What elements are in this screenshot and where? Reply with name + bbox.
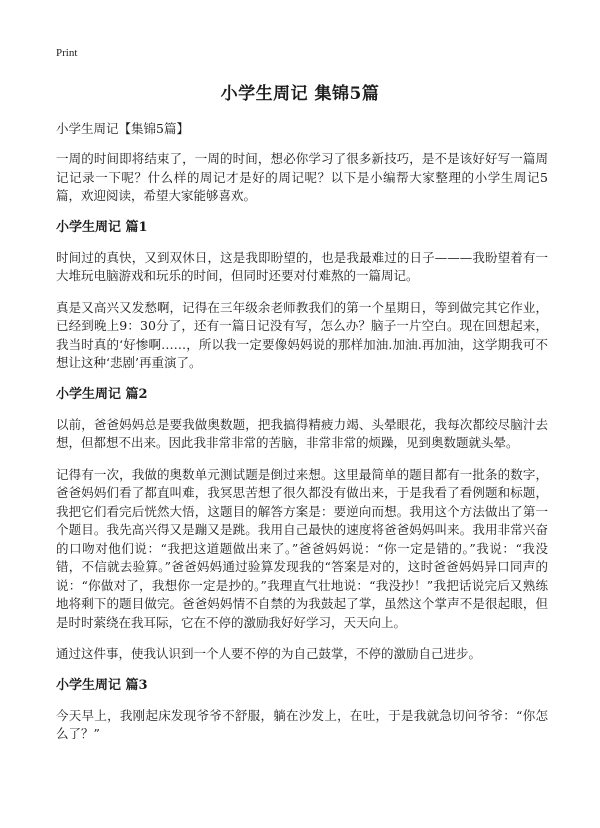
section-heading: 小学生周记 篇1 xyxy=(56,219,148,235)
paragraph: 今天早上，我刚起床发现爷爷不舒服，躺在沙发上，在吐，于是我就急切问爷爷：“你怎么了？” xyxy=(56,707,548,741)
section-heading: 小学生周记 篇3 xyxy=(56,677,148,693)
paragraph: 真是又高兴又发愁啊，记得在三年级余老师教我们的第一个星期日，等到做完其它作业，已经到晚上9：30分了，还有一篇日记没有写，怎么办？脑子一片空白。现在回想起来，我当时真的‘好惨啊……，所以我一定要像妈妈说的那样加油.加油.再加油，这学期我可不想让这种‘悲剧’再重演了。 xyxy=(56,299,548,370)
page-title: 小学生周记 集锦5篇 xyxy=(220,84,380,104)
paragraph: 记得有一次，我做的奥数单元测试题是倒过来想。这里最简单的题目都有一批条的数字，爸爸妈妈们看了都直叫难，我冥思苦想了很久都没有做出来，于是我看了看例题和标题，我把它们看完后恍然大悟，这题目的解答方案是：要逆向而想。我用这个方法做出了第一个题目。我先高兴得又是蹦又是跳。我用自己最快的速度将爸爸妈妈叫来。我用非常兴奋的口吻对他们说：“我把这道题做出来了。”爸爸妈妈说：“你一定是错的。”我说：“我没错，不信就去验算。”爸爸妈妈通过验算发现我的“答案是对的，这时爸爸妈妈异口同声的说：“你做对了，我想你一定是抄的。”我理直气壮地说：“我没抄！”我把话说完后又熟练地将剩下的题目做完。爸爸妈妈情不自禁的为我鼓起了掌，虽然这个掌声不是很起眼，但是时时萦绕在我耳际，它在不停的激励我好好学习，天天向上。 xyxy=(56,466,548,630)
intro-paragraph: 一周的时间即将结束了，一周的时间，想必你学习了很多新技巧，是不是该好好写一篇周记记录一下呢？什么样的周记才是好的周记呢？以下是小编帮大家整理的小学生周记5篇，欢迎阅读，希望大家能够喜欢。 xyxy=(56,151,548,203)
print-link[interactable]: Print xyxy=(56,47,78,59)
paragraph: 通过这件事，使我认识到一个人要不停的为自己鼓掌，不停的激励自己进步。 xyxy=(56,646,482,661)
paragraph: 时间过的真快，又到双休日，这是我即盼望的，也是我最难过的日子———我盼望着有一大堆玩电脑游戏和玩乐的时间，但同时还要对付难熬的一篇周记。 xyxy=(56,249,548,283)
paragraph: 以前，爸爸妈妈总是要我做奥数题，把我搞得精疲力竭、头晕眼花，我每次都绞尽脑汁去想，但都想不出来。因此我非常非常的苦脑，非常非常的烦躁，见到奥数题就头晕。 xyxy=(56,416,548,450)
article-subtitle: 小学生周记【集锦5篇】 xyxy=(56,121,189,136)
section-heading: 小学生周记 篇2 xyxy=(56,386,148,402)
article-body xyxy=(56,120,548,757)
